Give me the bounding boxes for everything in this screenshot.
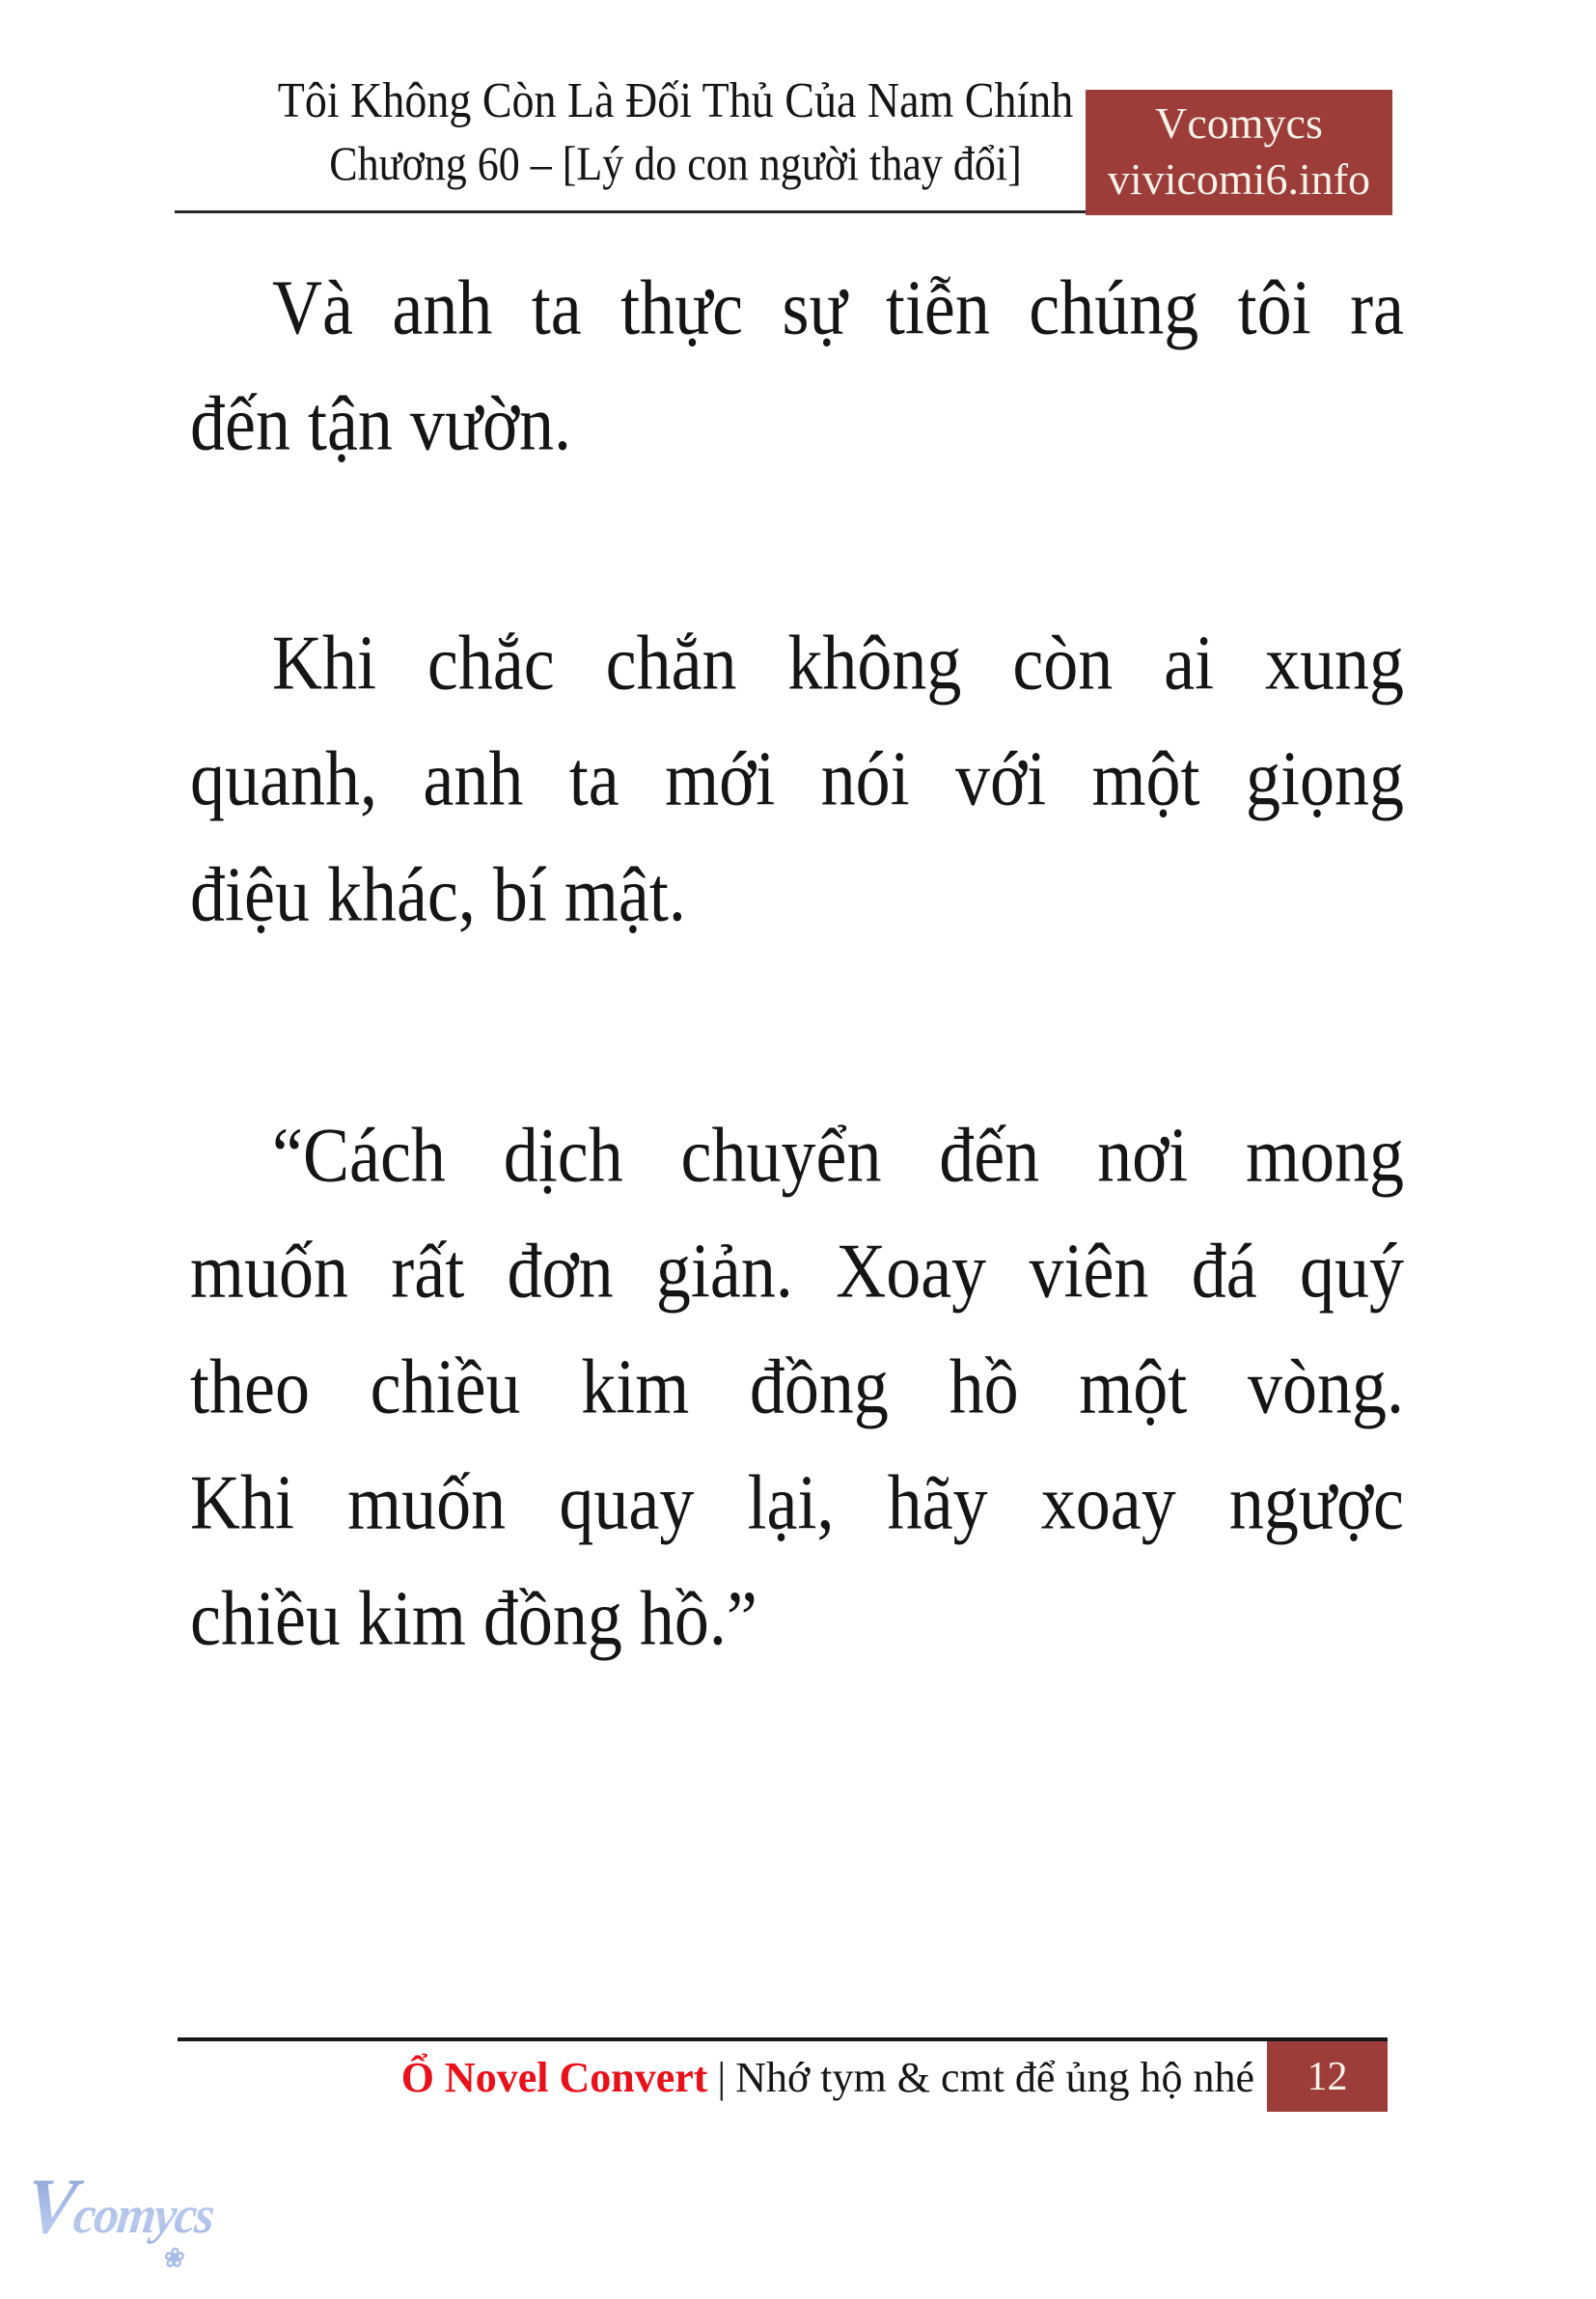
chapter-subtitle: Chương 60 – [Lý do con người thay đổi] — [329, 137, 1022, 191]
text-line: Khi chắc chắn không còn ai xung — [272, 619, 1404, 706]
page-number-badge — [1267, 2041, 1388, 2112]
text-line: Khi muốn quay lại, hãy xoay ngược — [190, 1458, 1404, 1546]
page-footer — [178, 2048, 1254, 2108]
footer-note: Nhớ tym & cmt để ủng hộ nhé — [735, 2054, 1254, 2101]
publisher-name: Vcomycs — [1155, 98, 1323, 148]
novel-title: Tôi Không Còn Là Đối Thủ Của Nam Chính — [277, 72, 1074, 128]
text-line: đến tận vườn. — [190, 379, 572, 467]
publisher-brand-box — [1086, 90, 1392, 215]
watermark-logo — [21, 2161, 320, 2273]
footer-divider — [178, 2037, 1388, 2041]
text-line: chiều kim đồng hồ.” — [190, 1574, 757, 1662]
body-text — [190, 251, 1404, 1677]
text-line: điệu khác, bí mật. — [190, 850, 686, 938]
body-paragraph — [190, 606, 1404, 954]
body-paragraph — [190, 251, 1404, 483]
text-line: Và anh ta thực sự tiễn chúng tôi ra — [272, 263, 1404, 351]
watermark-text: Vcomycs — [21, 2161, 216, 2250]
page-number: 12 — [1307, 2054, 1348, 2099]
text-line: theo chiều kim đồng hồ một vòng. — [190, 1343, 1404, 1430]
page-header — [179, 69, 1172, 197]
text-line: muốn rất đơn giản. Xoay viên đá quý — [190, 1227, 1404, 1315]
publisher-site: vivicomi6.info — [1107, 154, 1371, 204]
text-line: quanh, anh ta mới nói với một giọng — [190, 734, 1404, 822]
footer-separator: | — [717, 2054, 727, 2101]
text-line: “Cách dịch chuyển đến nơi mong — [272, 1111, 1404, 1199]
footer-brand: Ổ Novel Convert — [400, 2054, 708, 2101]
flower-icon: ❀ — [162, 2243, 185, 2273]
body-paragraph — [190, 1098, 1404, 1677]
